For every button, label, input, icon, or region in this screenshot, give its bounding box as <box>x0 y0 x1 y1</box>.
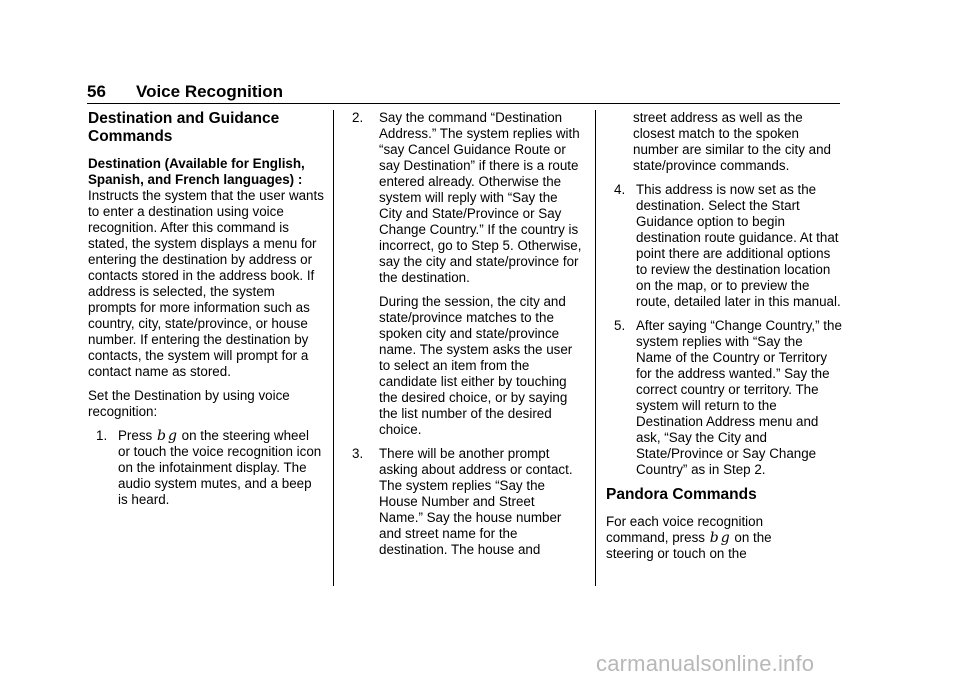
step-4-text: This address is now set as the destination. Select the Start Guidance option to begin destination route guidance. At that point there are additional options to review the destination location on the map, or to preview the route, detailed later in this manual. <box>636 182 841 309</box>
step-5 <box>606 318 842 478</box>
page-header <box>87 82 840 104</box>
step-1-pre: Press <box>118 428 153 443</box>
section-title: Voice Recognition <box>136 82 284 101</box>
column-divider <box>595 110 596 586</box>
step-number: 2. <box>352 110 364 125</box>
destination-term: Destination (Available for English, Spanish, and French languages) : <box>88 156 305 187</box>
step-2-text: Say the command “Destination Address.” The system replies with “say Cancel Guidance Route or say Destination” if there is a route entered already. Otherwise the system will reply with “Say the City and State/Province or Say Change Country.” If the country is incorrect, go to Step 5. Otherwise, say the city and state/province for the destination. <box>379 110 582 285</box>
watermark: carmanualsonline.info <box>596 651 815 676</box>
step-5-text: After saying “Change Country,” the system replies with “Say the Name of the Country or Territory for the address wanted.” Say the correct country or territory. The system will return to the Destination Address menu and ask, “Say the City and State/Province or Say Change Country” as in Step 2. <box>636 318 842 477</box>
pandora-line-1: For each voice recognition <box>606 514 764 529</box>
step-4 <box>606 182 842 310</box>
voice-button-icon: b <box>709 530 719 546</box>
step-number: 3. <box>352 446 364 461</box>
step-3 <box>352 446 582 558</box>
voice-button-icon: b <box>156 428 166 444</box>
pandora-line-3: steering or touch on the <box>606 546 747 561</box>
step-1 <box>88 428 324 508</box>
page-number: 56 <box>87 82 106 101</box>
step-number: 1. <box>96 428 108 443</box>
step-number: 4. <box>614 182 626 197</box>
column-3 <box>606 110 842 570</box>
step-number: 5. <box>614 318 626 333</box>
column-1 <box>88 110 324 516</box>
column-divider <box>333 110 334 586</box>
step-3-text: There will be another prompt asking about address or contact. The system replies “Say the House Number and Street Name.” Say the house number and street name for the destination. The house and <box>379 446 573 557</box>
destination-paragraph <box>88 156 324 380</box>
heading-pandora: Pandora Commands <box>606 486 757 503</box>
voice-symbol-icon: g <box>720 530 730 546</box>
column-2 <box>352 110 582 566</box>
heading-destination-guidance: Destination and Guidance Commands <box>88 110 280 145</box>
intro-paragraph: Set the Destination by using voice recognition: <box>88 388 290 419</box>
voice-symbol-icon: g <box>167 428 177 444</box>
destination-description: Instructs the system that the user wants to enter a destination using voice recognition. After this command is stated, the system displays a menu for entering the destination by address or contacts stored in the address book. If address is selected, the system prompts for more information such as country, city, state/province, or house number. If entering the destination by contacts, the system will prompt for a contact name as stored. <box>88 188 324 379</box>
pandora-paragraph <box>606 514 842 562</box>
step-2 <box>352 110 582 286</box>
pandora-line-2-post: on the <box>730 530 772 545</box>
step-1-post: on the steering wheel or touch the voice recognition icon on the infotainment display. The audio system mutes, and a beep is heard. <box>118 428 322 507</box>
step-3-continued: street address as well as the closest match to the spoken number are similar to the city and state/province commands. <box>633 110 831 173</box>
pandora-line-2-pre: command, press <box>606 530 705 545</box>
step-2-note: During the session, the city and state/province matches to the spoken city and state/province name. The system asks the user to select an item from the candidate list either by touching the desired choice, or by saying the list number of the desired choice. <box>379 294 573 437</box>
